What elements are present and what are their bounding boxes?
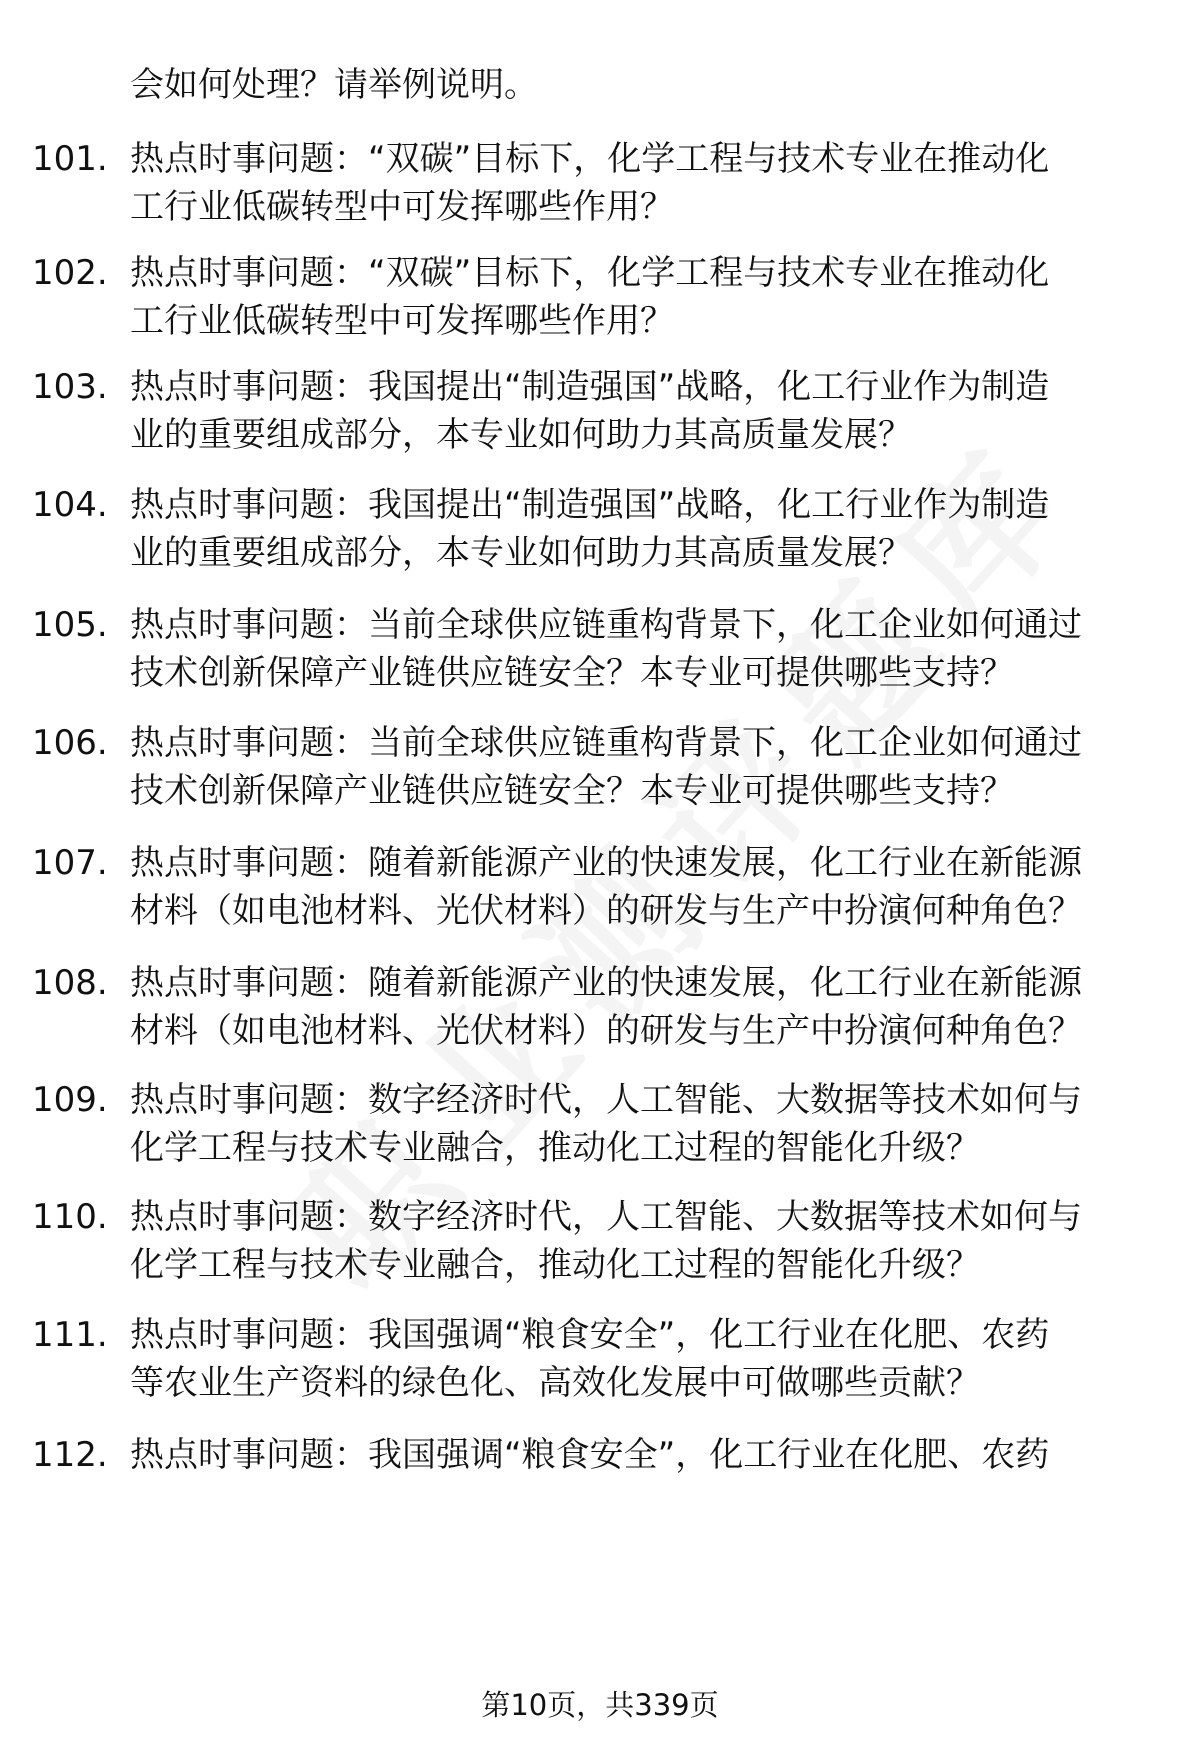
question-text-line-2: 工行业低碳转型中可发挥哪些作用？ <box>130 301 674 341</box>
question-item <box>0 362 1200 472</box>
question-text-line-1: 热点时事问题：我国提出“制造强国”战略，化工行业作为制造 <box>130 367 1050 407</box>
question-number: 102. <box>32 253 108 293</box>
question-item <box>0 600 1200 710</box>
question-text-line-2: 材料（如电池材料、光伏材料）的研发与生产中扮演何种角色？ <box>130 1011 1082 1051</box>
question-text-line-2: 等农业生产资料的绿色化、高效化发展中可做哪些贡献？ <box>130 1363 980 1403</box>
question-item <box>0 1310 1200 1420</box>
question-item <box>0 718 1200 828</box>
page-footer: 第10页，共339页 <box>481 1688 719 1722</box>
question-item <box>0 134 1200 244</box>
question-text-line-1: 热点时事问题：数字经济时代，人工智能、大数据等技术如何与 <box>130 1080 1082 1120</box>
question-number: 107. <box>32 843 108 883</box>
question-item <box>0 1430 1200 1540</box>
question-text-line-2: 技术创新保障产业链供应链安全？本专业可提供哪些支持？ <box>130 653 1014 693</box>
question-text-line-1: 热点时事问题：当前全球供应链重构背景下，化工企业如何通过 <box>130 605 1082 645</box>
question-item <box>0 958 1200 1068</box>
question-number: 105. <box>32 605 108 645</box>
question-text-line-1: 热点时事问题：“双碳”目标下，化学工程与技术专业在推动化 <box>130 139 1050 179</box>
question-text-line-2: 技术创新保障产业链供应链安全？本专业可提供哪些支持？ <box>130 771 1014 811</box>
question-text-line-2: 材料（如电池材料、光伏材料）的研发与生产中扮演何种角色？ <box>130 891 1082 931</box>
question-text-line-1: 热点时事问题：当前全球供应链重构背景下，化工企业如何通过 <box>130 723 1082 763</box>
question-text-line-1: 热点时事问题：“双碳”目标下，化学工程与技术专业在推动化 <box>130 253 1050 293</box>
question-text-line-2: 业的重要组成部分，本专业如何助力其高质量发展？ <box>130 533 912 573</box>
question-number: 103. <box>32 367 108 407</box>
question-number: 101. <box>32 139 108 179</box>
question-number: 106. <box>32 723 108 763</box>
question-item <box>0 248 1200 358</box>
question-text-line-1: 热点时事问题：我国强调“粮食安全”，化工行业在化肥、农药 <box>130 1435 1050 1475</box>
question-item <box>0 480 1200 590</box>
question-text-line-2: 业的重要组成部分，本专业如何助力其高质量发展？ <box>130 415 912 455</box>
question-item <box>0 1192 1200 1302</box>
question-text-line-1: 热点时事问题：我国提出“制造强国”战略，化工行业作为制造 <box>130 485 1050 525</box>
question-number: 108. <box>32 963 108 1003</box>
question-number: 111. <box>32 1315 108 1355</box>
question-item <box>0 1075 1200 1185</box>
question-text-line-1: 热点时事问题：数字经济时代，人工智能、大数据等技术如何与 <box>130 1197 1082 1237</box>
question-number: 104. <box>32 485 108 525</box>
question-number: 112. <box>32 1435 108 1475</box>
question-text-line-1: 热点时事问题：随着新能源产业的快速发展，化工行业在新能源 <box>130 843 1082 883</box>
question-text-line-2: 化学工程与技术专业融合，推动化工过程的智能化升级？ <box>130 1245 980 1285</box>
question-text-line-2: 工行业低碳转型中可发挥哪些作用？ <box>130 187 674 227</box>
question-text-line-1: 热点时事问题：随着新能源产业的快速发展，化工行业在新能源 <box>130 963 1082 1003</box>
question-text-line-1: 热点时事问题：我国强调“粮食安全”，化工行业在化肥、农药 <box>130 1315 1050 1355</box>
question-text-line-2: 化学工程与技术专业融合，推动化工过程的智能化升级？ <box>130 1128 980 1168</box>
continuation-line: 会如何处理？请举例说明。 <box>130 65 538 105</box>
question-number: 110. <box>32 1197 108 1237</box>
question-item <box>0 838 1200 948</box>
question-number: 109. <box>32 1080 108 1120</box>
